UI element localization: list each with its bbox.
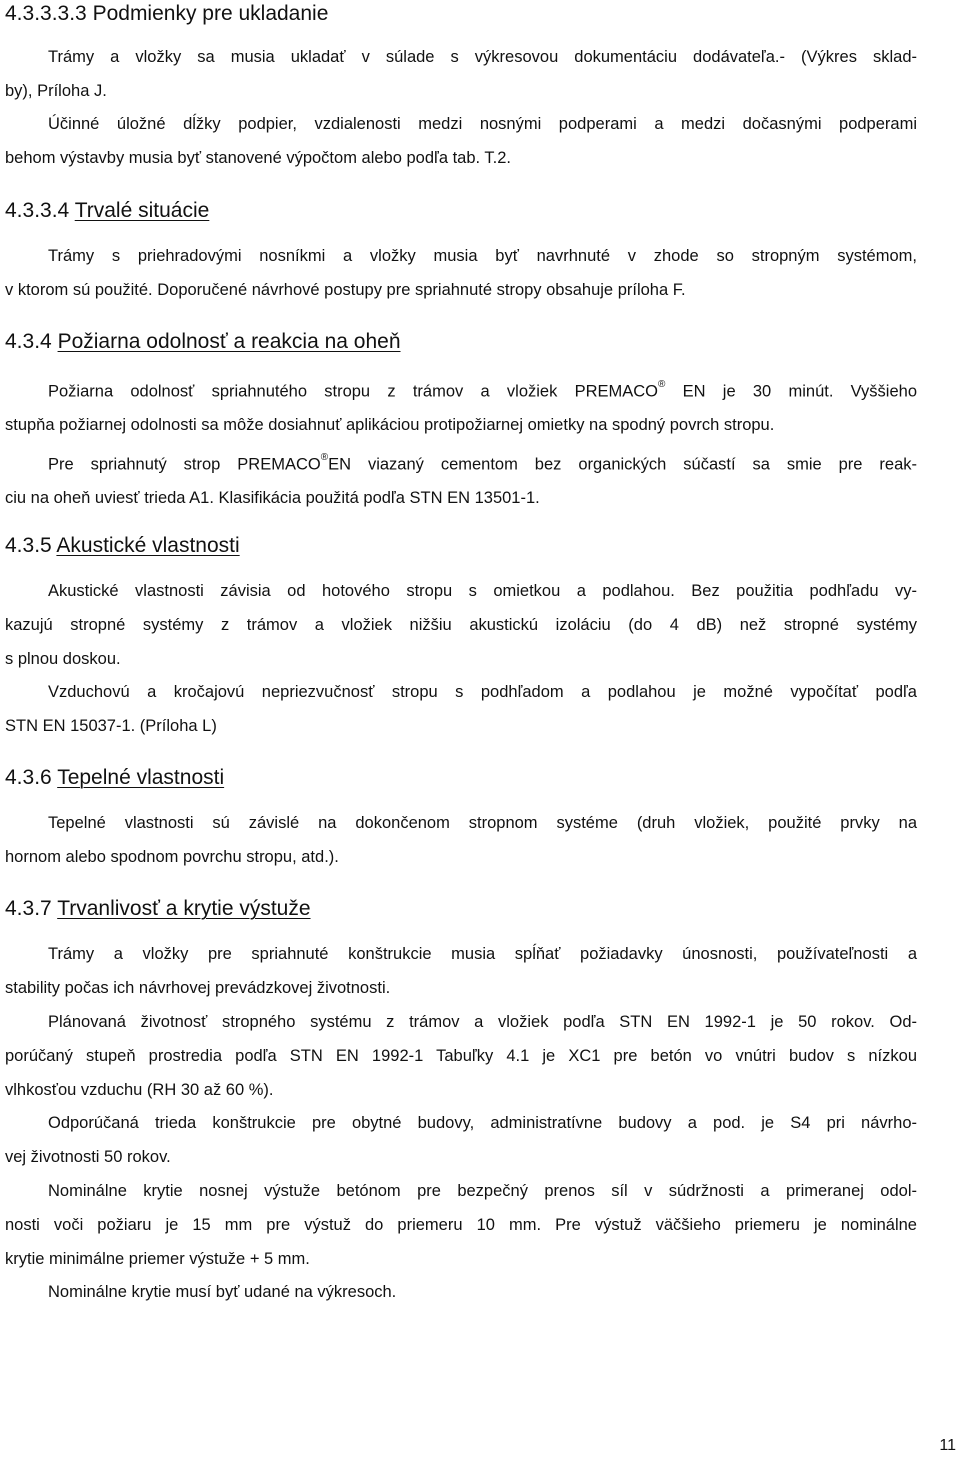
heading-number: 4.3.7	[5, 897, 52, 920]
heading-title: Tepelné vlastnosti	[57, 766, 225, 789]
heading-number: 4.3.6	[5, 766, 52, 789]
line: by), Príloha J.	[5, 81, 107, 100]
line: hornom alebo spodnom povrchu stropu, atd.).	[5, 847, 339, 866]
heading-4-3-3-4	[5, 197, 917, 225]
registered-mark: ®	[658, 379, 666, 390]
heading-4-3-7	[5, 895, 917, 923]
line: Odporúčaná trieda konštrukcie pre obytné budovy, administratívne budovy a pod. je S4 pri návrho-	[48, 1114, 917, 1132]
line: Účinné úložné dĺžky podpier, vzdialenosti medzi nosnými podperami a medzi dočasnými podperami	[48, 115, 917, 133]
text-run: Pre spriahnutý strop PREMACO	[48, 455, 321, 474]
line: v ktorom sú použité. Doporučené návrhové postupy pre spriahnuté stropy obsahuje príloha F.	[5, 280, 686, 299]
paragraph-tepelne	[5, 807, 917, 908]
line: Nominálne krytie musí byť udané na výkresoch.	[48, 1283, 397, 1301]
page-number: 11	[939, 1437, 956, 1454]
line: stability počas ich návrhovej prevádzkovej životnosti.	[5, 978, 391, 997]
line	[5, 371, 917, 409]
line: s plnou doskou.	[5, 649, 121, 668]
line: porúčaný stupeň prostredia podľa STN EN 1992-1 Tabuľky 4.1 je XC1 pre betón vo vnútri budov s nízkou	[5, 1046, 917, 1065]
heading-4-3-6	[5, 764, 917, 792]
line: Tepelné vlastnosti sú závislé na dokončenom stropnom systéme (druh vložiek, použité prvky na	[48, 814, 917, 832]
line: ciu na oheň uviesť trieda A1. Klasifikácia použitá podľa STN EN 13501-1.	[5, 489, 540, 508]
heading-number: 4.3.5	[5, 534, 52, 557]
heading-title: Trvanlivosť a krytie výstuže	[57, 897, 311, 920]
line: krytie minimálne priemer výstuže + 5 mm.	[5, 1249, 310, 1268]
registered-mark: ®	[320, 452, 329, 463]
text-run: EN je 30 minút. Vyššieho	[682, 382, 917, 401]
heading-title: Trvalé situácie	[74, 199, 210, 222]
paragraph-ukladanie-2	[5, 108, 917, 209]
line: Vzduchovú a kročajovú nepriezvučnosť stropu s podhľadom a podlahou je možné vypočítať podľa	[48, 683, 917, 701]
line: nosti voči požiaru je 15 mm pre výstuž do priemeru 10 mm. Pre výstuž väčšieho priemeru je nominálne	[5, 1215, 917, 1234]
line: Trámy s priehradovými nosníkmi a vložky musia byť navrhnuté v zhode so stropným systémom,	[48, 247, 917, 265]
paragraph-trvanlivost-5	[5, 1276, 917, 1344]
line: Plánovaná životnosť stropného systému z trámov a vložiek podľa STN EN 1992-1 je 50 rokov. Od-	[48, 1013, 917, 1031]
line: Trámy a vložky sa musia ukladať v súlade s výkresovou dokumentáciu dodávateľa.- (Výkres sklad-	[48, 48, 917, 66]
line	[5, 444, 917, 482]
line: stupňa požiarnej odolnosti sa môže dosiahnuť aplikáciou protipožiarnej omietky na spodný povrch stropu.	[5, 416, 775, 435]
line: Trámy a vložky pre spriahnuté konštrukcie musia spĺňať požiadavky únosnosti, používateľnosti a	[48, 945, 917, 963]
heading-number: 4.3.4	[5, 330, 52, 353]
line: vlhkosťou vzduchu (RH 30 až 60 %).	[5, 1080, 274, 1099]
paragraph-akusticke-2	[5, 676, 917, 777]
text-run: EN viazaný cementom bez organických súčastí sa smie pre reak-	[328, 455, 917, 474]
heading-title: Podmienky pre ukladanie	[92, 2, 329, 25]
line: behom výstavby musia byť stanovené výpočtom alebo podľa tab. T.2.	[5, 148, 511, 167]
line: kazujú stropné systémy z trámov a vložiek nižšiu akustickú izoláciu (do 4 dB) než stropné systémy	[5, 615, 917, 634]
heading-title: Akustické vlastnosti	[56, 534, 240, 557]
heading-number: 4.3.3.3.3	[5, 2, 87, 25]
line: STN EN 15037-1. (Príloha L)	[5, 716, 217, 735]
paragraph-trvale-situacie	[5, 240, 917, 341]
line: vej životnosti 50 rokov.	[5, 1147, 171, 1166]
heading-number: 4.3.3.4	[5, 199, 70, 222]
line: Akustické vlastnosti závisia od hotového stropu s omietkou a podlahou. Bez použitia podhľadu vy-	[48, 582, 917, 600]
line: Nominálne krytie nosnej výstuže betónom pre bezpečný prenos síl v súdržnosti a primeranej odol-	[48, 1182, 917, 1200]
heading-4-3-5	[5, 532, 917, 560]
heading-title: Požiarna odolnosť a reakcia na oheň	[57, 330, 401, 353]
heading-4-3-3-3-3	[5, 0, 917, 28]
heading-4-3-4	[5, 328, 917, 356]
text-run: Požiarna odolnosť spriahnutého stropu z trámov a vložiek PREMACO	[48, 382, 659, 401]
